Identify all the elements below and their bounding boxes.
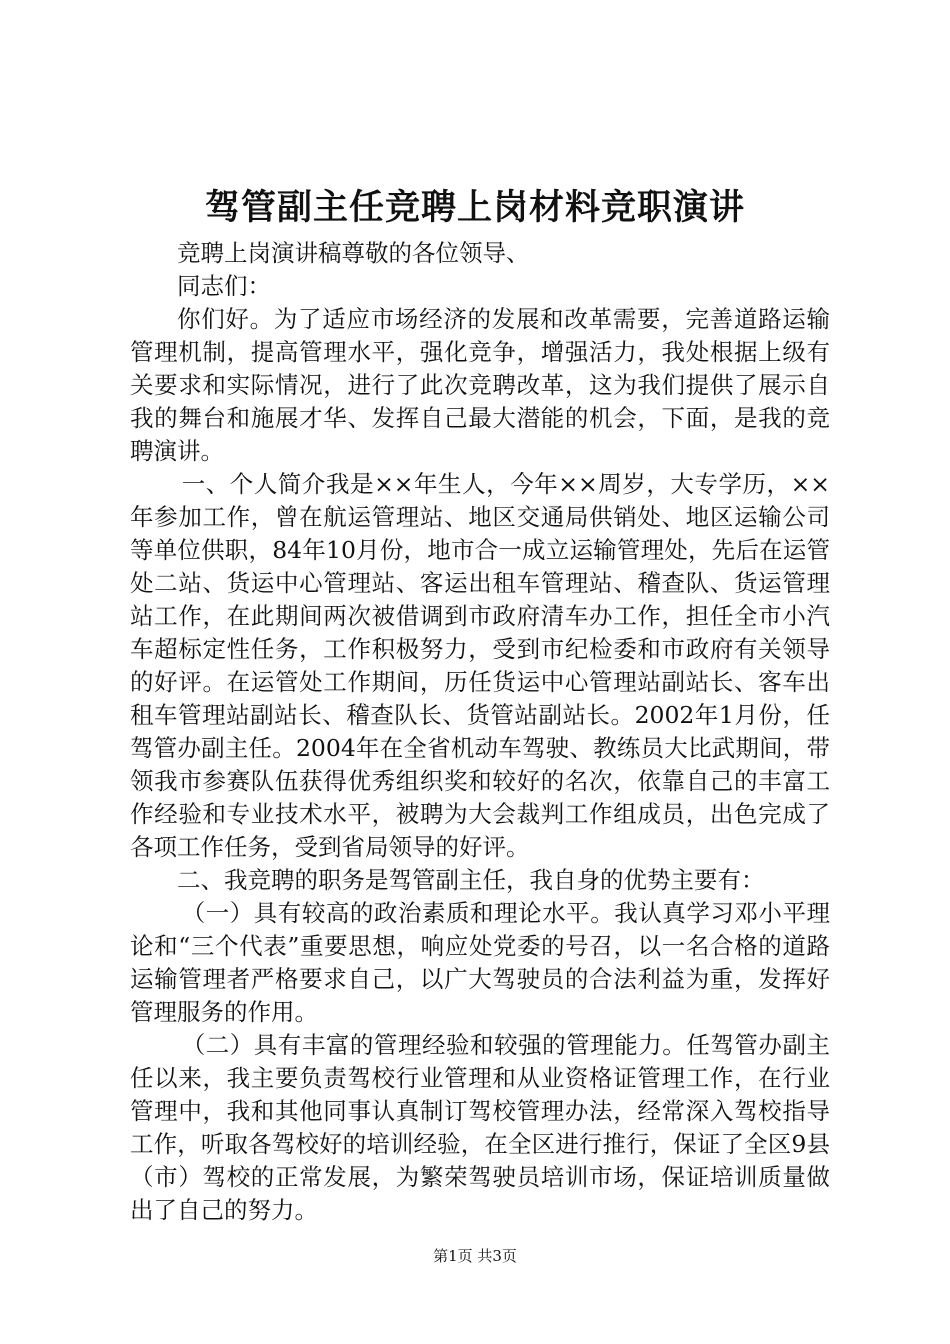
paragraph-personal-profile: 一、个人简介我是××年生人，今年××周岁，大专学历，××年参加工作，曾在航运管理站、地区交通局供销处、地区运输公司等单位供职，84年10月份，地市合一成立运输管理处，先后在运管处二站、货运中心管理站、客运出租车管理站、稽查队、货运管理站工作，在此期间两次被借调到市政府清车办工作，担任全市小汽车超标定性任务，工作积极努力，受到市纪检委和市政府有关领导的好评。在运管处工作期间，历任货运中心管理站副站长、客车出租车管理站副站长、稽查队长、货管站副站长。2002年1月份，任驾管办副主任。2004年在全省机动车驾驶、教练员大比武期间，带领我市参赛队伍获得优秀组织奖和较好的名次，依靠自己的丰富工作经验和专业技术水平，被聘为大会裁判工作组成员，出色完成了各项工作任务，受到省局领导的好评。	[130, 470, 830, 861]
document-body	[130, 237, 830, 1227]
paragraph-intro: 你们好。为了适应市场经济的发展和改革需要，完善道路运输管理机制，提高管理水平，强化竞争，增强活力，我处根据上级有关要求和实际情况，进行了此次竞聘改革，这为我们提供了展示自我的舞台和施展才华、发挥自己最大潜能的机会，下面，是我的竞聘演讲。	[130, 305, 830, 465]
paragraph-greeting-line2: 同志们：	[177, 272, 271, 300]
paragraph-advantage-2: （二）具有丰富的管理经验和较强的管理能力。任驾管办副主任以来，我主要负责驾校行业管理和从业资格证管理工作，在行业管理中，我和其他同事认真制订驾校管理办法，经常深入驾校指导工作，听取各驾校好的培训经验，在全区进行推行，保证了全区9县（市）驾校的正常发展，为繁荣驾驶员培训市场，保证培训质量做出了自己的努力。	[130, 1031, 830, 1224]
document-title: 驾管副主任竞聘上岗材料竞职演讲	[204, 187, 745, 228]
paragraph-greeting-line1: 竞聘上岗演讲稿尊敬的各位领导、	[177, 239, 530, 267]
paragraph-advantage-1: （一）具有较高的政治素质和理论水平。我认真学习邓小平理论和“三个代表”重要思想，响应处党委的号召，以一名合格的道路运输管理者严格要求自己，以广大驾驶员的合法利益为重，发挥好管理服务的作用。	[130, 899, 830, 1026]
page-indicator: 第1页 共3页	[433, 1247, 517, 1265]
paragraph-position-heading: 二、我竞聘的职务是驾管副主任，我自身的优势主要有：	[177, 866, 765, 894]
